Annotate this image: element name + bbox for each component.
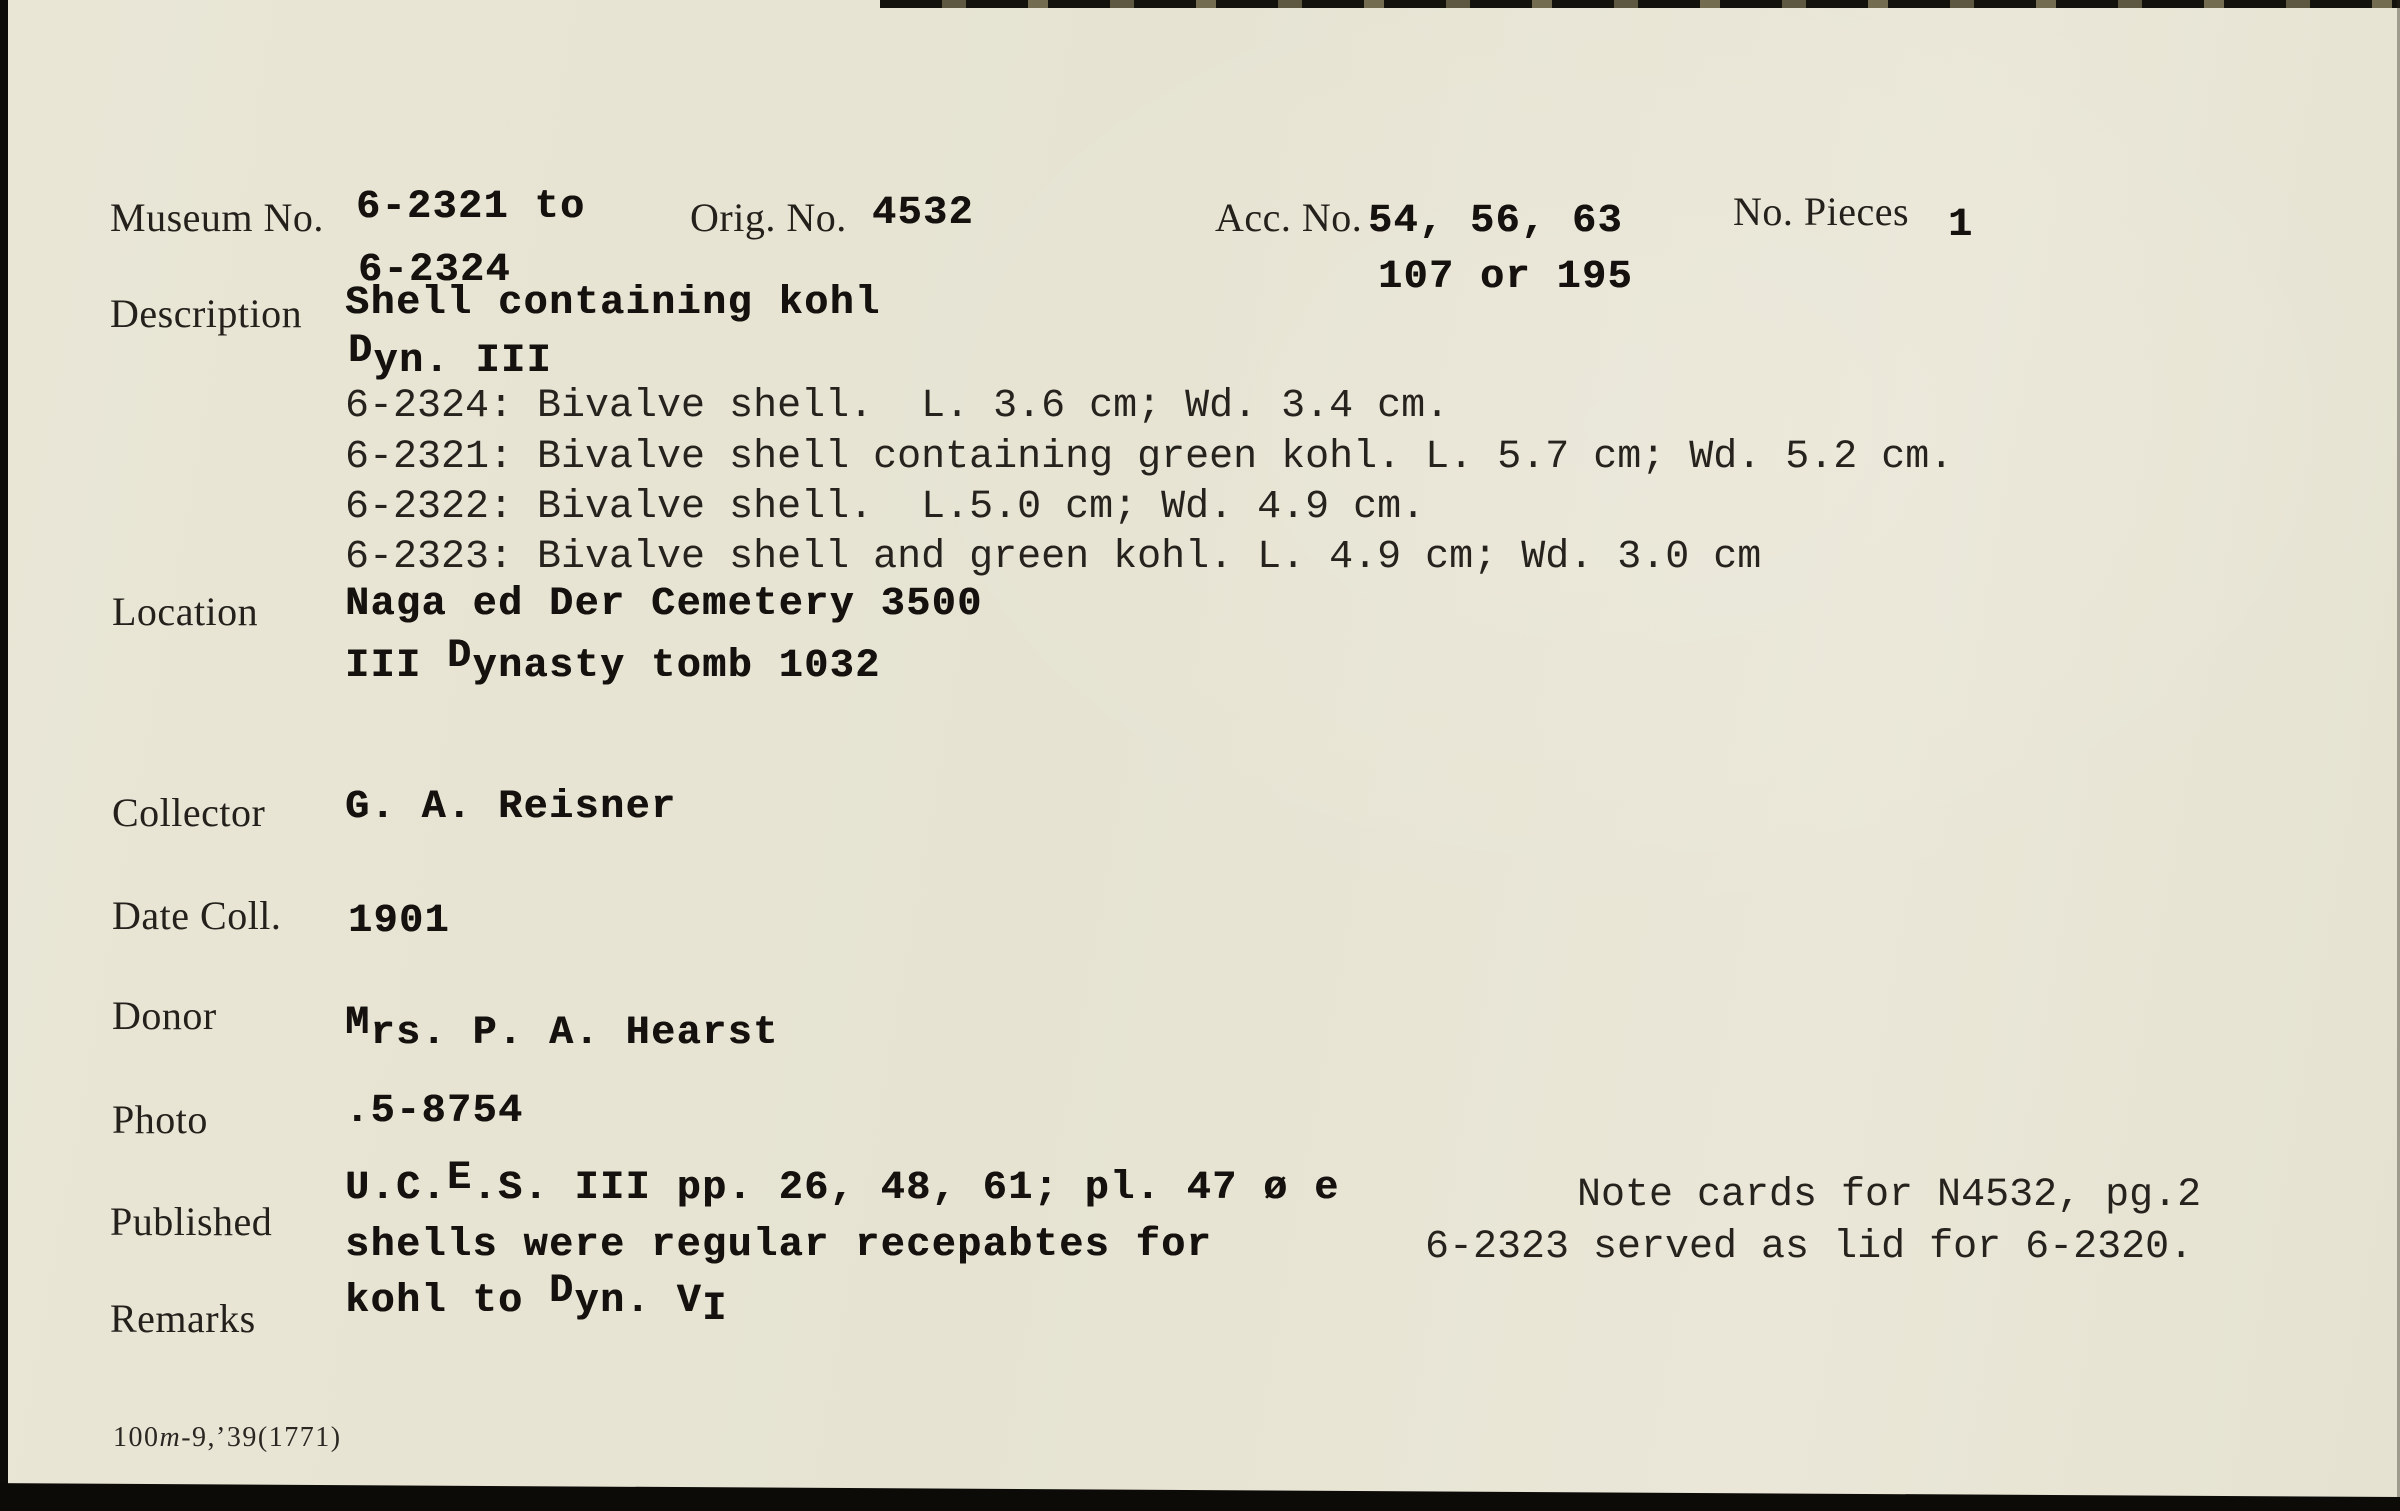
photo-value: .5-8754 — [345, 1089, 524, 1134]
published-line1-sup: E — [447, 1156, 473, 1202]
description-item: 6-2322: Bivalve shell. L.5.0 cm; Wd. 4.9 cm. — [345, 485, 1426, 530]
collector-label: Collector — [112, 790, 266, 835]
museum-no-label: Museum No. — [110, 195, 324, 240]
description-item: 6-2324: Bivalve shell. L. 3.6 cm; Wd. 3.4 cm. — [345, 384, 1450, 429]
published-line3-pre: kohl to — [345, 1279, 550, 1324]
published-line2: shells were regular recepabtes for — [345, 1223, 1213, 1268]
published-line1-pre: U.C. — [345, 1166, 448, 1211]
scan-edge-left — [0, 0, 8, 1511]
scan-edge-bottom — [0, 1477, 2400, 1511]
form-number-italic: m — [159, 1422, 182, 1453]
description-line2-sup: D — [348, 329, 374, 375]
published-line3 — [345, 1269, 728, 1332]
acc-no-value-line2: 107 or 195 — [1378, 255, 1634, 300]
scan-edge-top — [880, 0, 2400, 8]
published-line1 — [345, 1156, 1340, 1211]
no-pieces-label: No. Pieces — [1733, 189, 1910, 234]
orig-no-value: 4532 — [872, 191, 975, 236]
acc-no-value-line1: 54, 56, 63 — [1368, 199, 1624, 244]
published-line3-sup: D — [549, 1269, 575, 1315]
location-label: Location — [112, 589, 259, 634]
published-label: Published — [110, 1199, 273, 1244]
description-item: 6-2323: Bivalve shell and green kohl. L. 4.9 cm; Wd. 3.0 cm — [345, 535, 1762, 580]
published-line1-rest: .S. III pp. 26, 48, 61; pl. 47 ø e — [472, 1166, 1340, 1211]
note-line2: 6-2323 served as lid for 6-2320. — [1425, 1225, 2194, 1270]
acc-no-label: Acc. No. — [1215, 195, 1363, 240]
date-coll-value: 1901 — [348, 899, 451, 944]
published-line3-mid: yn. V — [574, 1279, 703, 1324]
form-number — [113, 1422, 342, 1454]
location-line2 — [345, 634, 881, 689]
location-line2-rest: ynasty tomb 1032 — [472, 644, 881, 689]
description-item: 6-2321: Bivalve shell containing green kohl. L. 5.7 cm; Wd. 5.2 cm. — [345, 435, 1954, 480]
remarks-label: Remarks — [110, 1296, 256, 1341]
donor-value-rest: rs. P. A. Hearst — [370, 1011, 779, 1056]
donor-label: Donor — [112, 993, 217, 1038]
published-line3-sub: I — [702, 1287, 728, 1332]
location-line1: Naga ed Der Cemetery 3500 — [345, 582, 983, 627]
note-line1: Note cards for N4532, pg.2 — [1577, 1173, 2202, 1218]
donor-value-sup: M — [345, 1001, 371, 1047]
date-coll-label: Date Coll. — [112, 893, 282, 938]
description-label: Description — [110, 291, 303, 336]
collector-value: G. A. Reisner — [345, 785, 677, 830]
description-line2-rest: yn. III — [373, 339, 553, 384]
form-number-pre: 100 — [113, 1422, 160, 1453]
no-pieces-value: 1 — [1948, 203, 1974, 248]
description-line2 — [348, 329, 553, 384]
photo-label: Photo — [112, 1097, 208, 1142]
location-line2-sup: D — [447, 634, 473, 680]
form-number-rest: -9,’39(1771) — [181, 1422, 342, 1453]
museum-no-value-line2: 6-2324 — [358, 248, 512, 293]
donor-value — [345, 1001, 779, 1056]
orig-no-label: Orig. No. — [690, 195, 847, 240]
description-line1: Shell containing kohl — [345, 281, 881, 326]
museum-no-value-line1: 6-2321 to — [356, 185, 586, 230]
location-line2-pre: III — [345, 644, 448, 689]
